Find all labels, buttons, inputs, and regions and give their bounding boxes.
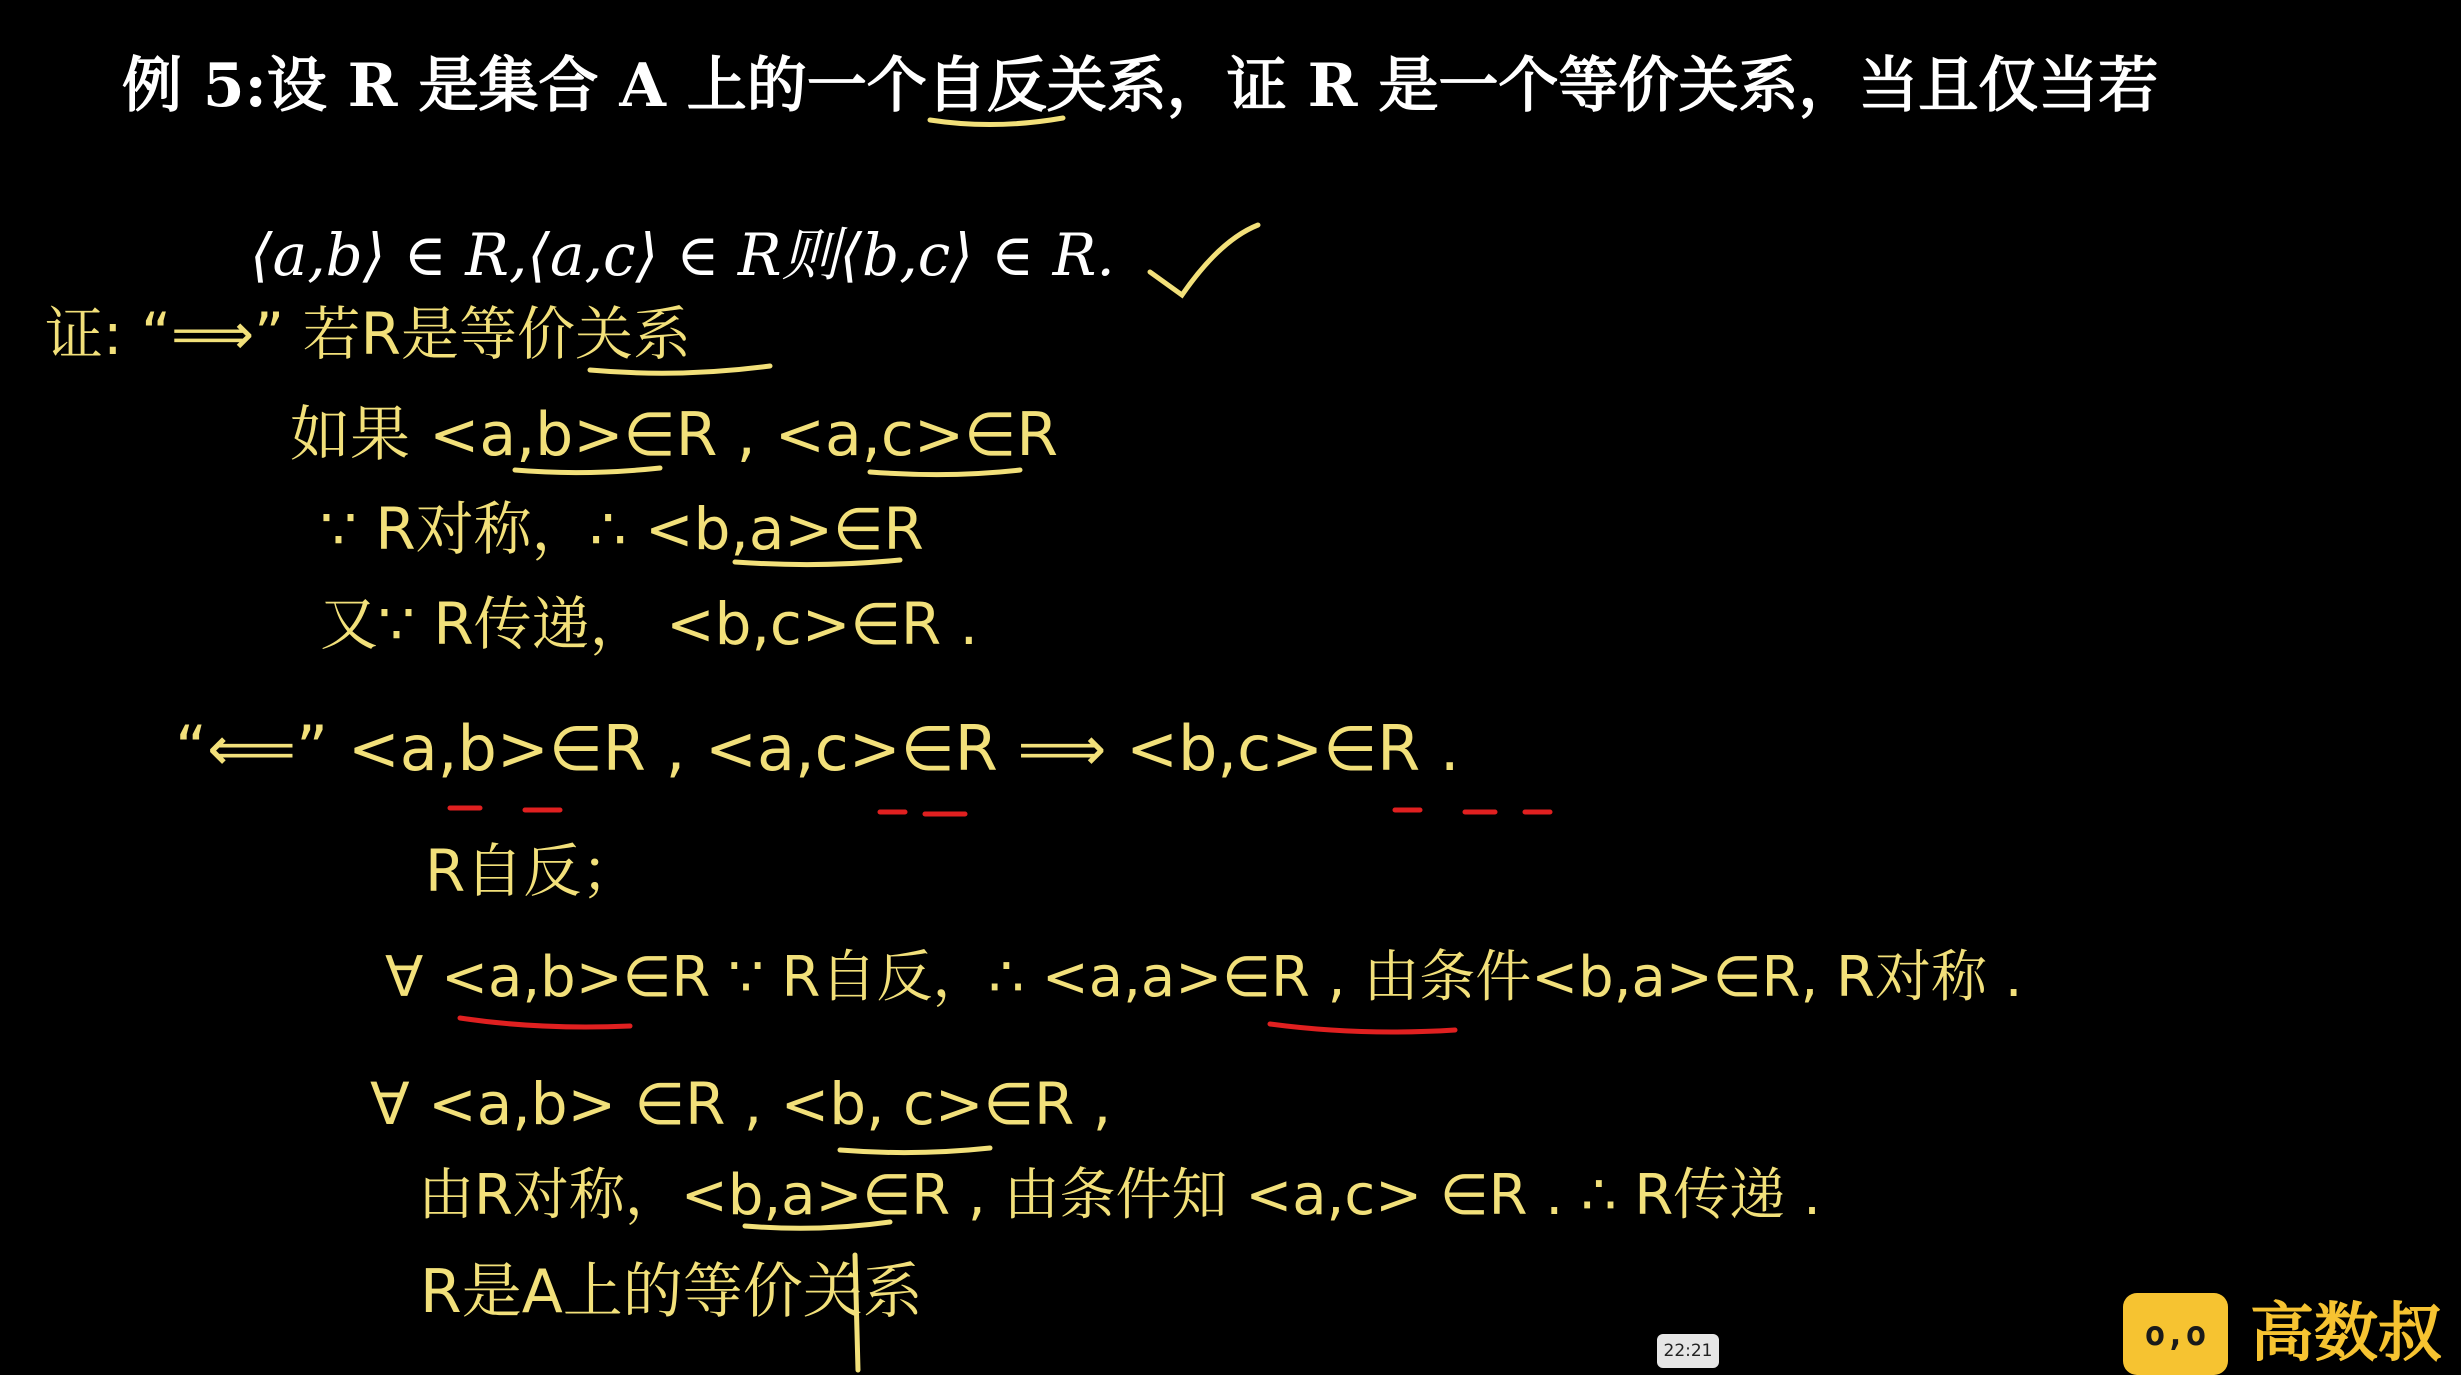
- handwritten-symmetric-line: ∵ R对称，∴ <b,a>∈R: [320, 495, 924, 563]
- handwritten-by-symmetry-line: 由R对称，<b,a>∈R , 由条件知 <a,c> ∈R . ∴ R传递 .: [418, 1163, 1821, 1228]
- channel-brand: [2123, 1293, 2442, 1375]
- brand-name: 高数叔: [2250, 1297, 2442, 1371]
- underline-bc-line2: [840, 1148, 990, 1153]
- red-dash-ab: [450, 808, 560, 810]
- red-underline-forall-ab: [460, 1018, 630, 1027]
- underline-ac: [870, 470, 1020, 475]
- red-underline-aa: [1270, 1024, 1455, 1032]
- handwritten-converse-line: “⟸” <a,b>∈R , <a,c>∈R ⟹ <b,c>∈R .: [175, 712, 1460, 785]
- brand-logo-icon: o,o: [2123, 1293, 2228, 1375]
- handwritten-forall-line1: ∀ <a,b>∈R ∵ R自反，∴ <a,a>∈R , 由条件<b,a>∈R, R对称 .: [385, 945, 2023, 1010]
- problem-statement-line2: ⟨a,b⟩ ∈ R,⟨a,c⟩ ∈ R则⟨b,c⟩ ∈ R.: [250, 221, 1115, 289]
- red-dash-bc: [1395, 810, 1550, 812]
- handwritten-if-line: 如果 <a,b>∈R , <a,c>∈R: [290, 400, 1059, 470]
- proof-label: 证: “⟹” 若R是等价关系: [45, 300, 691, 368]
- handwritten-transitive-line: 又∵ R传递， <b,c>∈R .: [320, 590, 979, 658]
- checkmark-icon: [1150, 225, 1258, 295]
- handwritten-conclusion-line: R是A上的等价关系: [420, 1257, 923, 1327]
- handwritten-reflexive-line: R自反；: [425, 837, 640, 905]
- video-timestamp: 22:21: [1657, 1334, 1719, 1368]
- problem-statement-line1: 例 5:设 R 是集合 A 上的一个自反关系，证 R 是一个等价关系，当且仅当若: [122, 51, 2159, 121]
- red-dash-ac: [880, 812, 965, 814]
- handwritten-forall-line2: ∀ <a,b> ∈R , <b, c>∈R ,: [370, 1070, 1112, 1138]
